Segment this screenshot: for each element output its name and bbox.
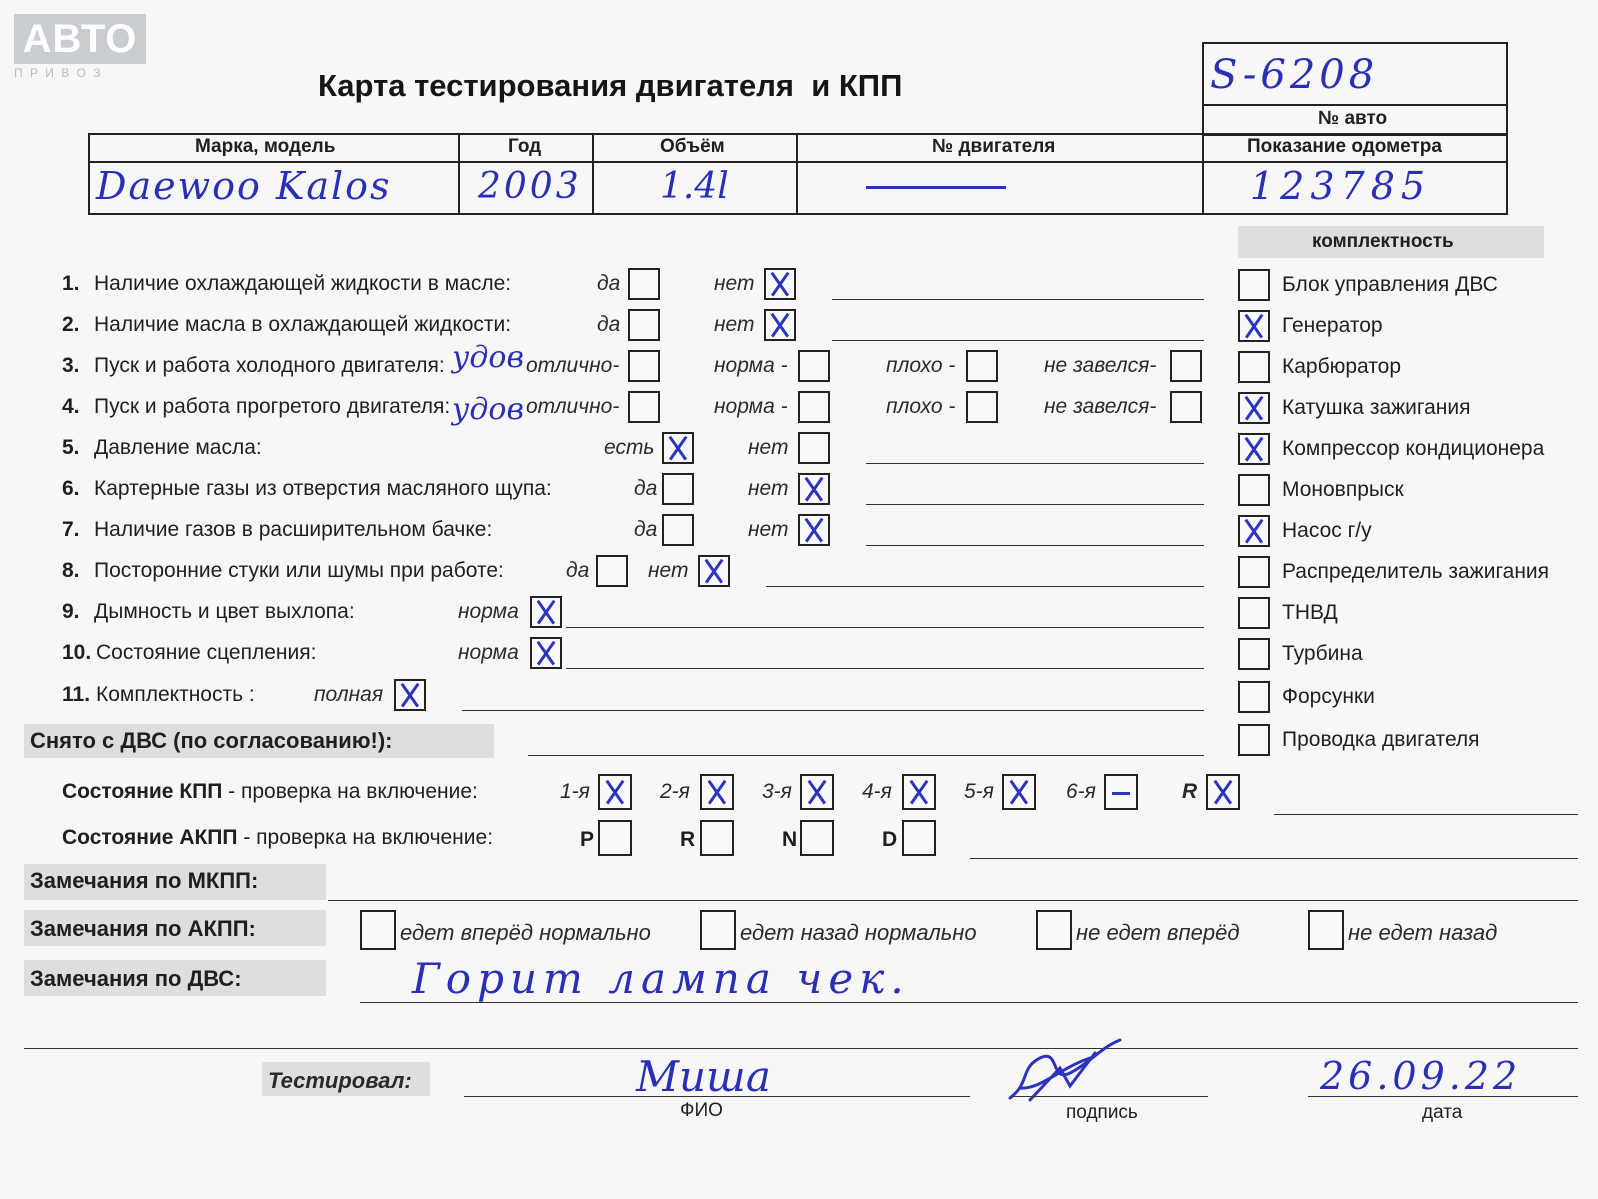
completeness-label-5: Моновпрыск <box>1282 478 1404 501</box>
q5-yes-checkbox[interactable] <box>662 432 694 464</box>
kpp-gear-6-checkbox[interactable] <box>1104 774 1138 810</box>
kpp-gear-r-checkbox[interactable] <box>1206 774 1240 810</box>
akpp-label-rest: - проверка на включение: <box>237 826 494 849</box>
q4-text: Пуск и работа прогретого двигателя: <box>94 395 451 418</box>
q7-yes-label: да <box>634 518 658 541</box>
kpp-line <box>1274 814 1578 815</box>
q1-no-checkbox[interactable] <box>764 268 796 300</box>
q4-nostart-label: не завелся- <box>1044 395 1157 418</box>
akpp-no-backward-checkbox[interactable] <box>1308 910 1344 950</box>
completeness-checkbox-6[interactable] <box>1238 515 1270 547</box>
q6-yes-checkbox[interactable] <box>662 473 694 505</box>
q9-number: 9. <box>62 600 80 623</box>
q7-no-label: нет <box>748 518 789 541</box>
date-caption: дата <box>1422 1102 1463 1123</box>
completeness-checkbox-1[interactable] <box>1238 310 1270 342</box>
completeness-label-7: Распределитель зажигания <box>1282 560 1550 583</box>
akpp-no-forward-label: не едет вперёд <box>1076 920 1240 945</box>
q6-line <box>866 504 1204 505</box>
akpp-no-backward-label: не едет назад <box>1348 920 1498 945</box>
q3-normal-checkbox[interactable] <box>798 350 830 382</box>
completeness-checkbox-10[interactable] <box>1238 681 1270 713</box>
completeness-checkbox-4[interactable] <box>1238 433 1270 465</box>
akpp-label-bold: Состояние АКПП <box>62 826 238 849</box>
year-value: 2003 <box>478 166 582 207</box>
kpp-gear-3-label: 3-я <box>762 780 792 803</box>
akpp-forward-ok-label: едет вперёд нормально <box>400 920 651 945</box>
q10-normal-checkbox[interactable] <box>530 637 562 669</box>
q7-no-checkbox[interactable] <box>798 514 830 546</box>
q2-yes-label: да <box>597 313 621 336</box>
q2-text: Наличие масла в охлаждающей жидкости: <box>94 313 512 336</box>
q1-line <box>832 299 1204 300</box>
odometer-value: 123785 <box>1250 164 1432 208</box>
akpp-backward-ok-checkbox[interactable] <box>700 910 736 950</box>
q7-number: 7. <box>62 518 80 541</box>
remarks-dvs-label: Замечания по ДВС: <box>30 966 242 991</box>
q1-no-label: нет <box>714 272 755 295</box>
kpp-label-rest: - проверка на включение: <box>222 780 478 803</box>
remarks-mkpp-label: Замечания по МКПП: <box>30 868 259 893</box>
q5-line <box>866 463 1204 464</box>
kpp-gear-5-label: 5-я <box>964 780 994 803</box>
completeness-checkbox-0[interactable] <box>1238 269 1270 301</box>
q4-excellent-checkbox[interactable] <box>628 391 660 423</box>
q2-no-label: нет <box>714 313 755 336</box>
remarks-extra-line <box>24 1048 1578 1049</box>
q7-text: Наличие газов в расширительном бачке: <box>94 518 493 541</box>
brand-value: Daewoo Kalos <box>96 164 392 208</box>
q3-text: Пуск и работа холодного двигателя: <box>94 354 445 377</box>
q3-nostart-checkbox[interactable] <box>1170 350 1202 382</box>
kpp-gear-4-checkbox[interactable] <box>902 774 936 810</box>
q4-normal-label: норма - <box>714 395 788 418</box>
q7-yes-checkbox[interactable] <box>662 514 694 546</box>
q6-no-label: нет <box>748 477 789 500</box>
q10-normal-label: норма <box>458 641 519 664</box>
tested-label: Тестировал: <box>268 1068 412 1093</box>
completeness-title: комплектность <box>1312 231 1454 252</box>
q5-no-checkbox[interactable] <box>798 432 830 464</box>
remarks-dvs-line <box>360 1002 1578 1003</box>
q5-no-label: нет <box>748 436 789 459</box>
tester-name-handwritten: Миша <box>636 1052 771 1101</box>
q6-number: 6. <box>62 477 80 500</box>
signature-line <box>1012 1096 1208 1097</box>
removed-label: Снято с ДВС (по согласованию!): <box>30 728 393 753</box>
q8-text: Посторонние стуки или шумы при работе: <box>94 559 504 582</box>
q7-line <box>866 545 1204 546</box>
q6-no-checkbox[interactable] <box>798 473 830 505</box>
q11-text: Комплектность : <box>96 683 255 706</box>
kpp-gear-2-checkbox[interactable] <box>700 774 734 810</box>
akpp-mode-r-label: R <box>680 828 696 851</box>
q8-yes-label: да <box>566 559 590 582</box>
tester-name-caption: ФИО <box>680 1100 723 1121</box>
q11-full-label: полная <box>314 683 384 706</box>
q8-number: 8. <box>62 559 80 582</box>
q1-text: Наличие охлаждающей жидкости в масле: <box>94 272 512 295</box>
completeness-checkbox-3[interactable] <box>1238 392 1270 424</box>
kpp-gear-6-label: 6-я <box>1066 780 1096 803</box>
akpp-mode-r-checkbox[interactable] <box>700 820 734 856</box>
q2-number: 2. <box>62 313 80 336</box>
akpp-no-forward-checkbox[interactable] <box>1036 910 1072 950</box>
kpp-gear-1-checkbox[interactable] <box>598 774 632 810</box>
logo-text: АВТО <box>14 14 146 64</box>
q9-normal-label: норма <box>458 600 519 623</box>
akpp-mode-d-checkbox[interactable] <box>902 820 936 856</box>
q2-line <box>832 340 1204 341</box>
page-title: Карта тестирования двигателя и КПП <box>318 68 903 103</box>
q4-number: 4. <box>62 395 80 418</box>
q2-no-checkbox[interactable] <box>764 309 796 341</box>
q3-normal-label: норма - <box>714 354 788 377</box>
completeness-checkbox-8[interactable] <box>1238 597 1270 629</box>
q5-text: Давление масла: <box>94 436 262 459</box>
q10-number: 10. <box>62 641 92 664</box>
logo-subtext: П Р И В О З <box>14 66 103 80</box>
completeness-label-10: Форсунки <box>1282 685 1375 708</box>
q4-nostart-checkbox[interactable] <box>1170 391 1202 423</box>
q6-yes-label: да <box>634 477 658 500</box>
completeness-label-3: Катушка зажигания <box>1282 396 1471 419</box>
akpp-line <box>970 858 1578 859</box>
remarks-mkpp-line <box>328 900 1578 901</box>
q11-number: 11. <box>62 683 91 706</box>
kpp-gear-4-label: 4-я <box>862 780 892 803</box>
q10-line <box>566 668 1204 669</box>
q11-line <box>462 710 1204 711</box>
q8-no-checkbox[interactable] <box>698 555 730 587</box>
q9-text: Дымность и цвет выхлопа: <box>94 600 355 623</box>
completeness-checkbox-9[interactable] <box>1238 638 1270 670</box>
q11-full-checkbox[interactable] <box>394 679 426 711</box>
akpp-mode-p-checkbox[interactable] <box>598 820 632 856</box>
col-volume-header: Объём <box>660 136 725 157</box>
completeness-checkbox-5[interactable] <box>1238 474 1270 506</box>
q5-yes-label: есть <box>604 436 655 459</box>
logo <box>14 14 146 80</box>
date-line <box>1308 1096 1578 1097</box>
q9-line <box>566 627 1204 628</box>
q3-excellent-label: отлично- <box>526 354 620 377</box>
engine-value-dash <box>866 186 1006 189</box>
signature-caption: подпись <box>1066 1102 1138 1123</box>
removed-line <box>528 755 1204 756</box>
q8-no-label: нет <box>648 559 689 582</box>
completeness-label-1: Генератор <box>1282 314 1383 337</box>
q1-yes-label: да <box>597 272 621 295</box>
q9-normal-checkbox[interactable] <box>530 596 562 628</box>
kpp-gear-r-label: R <box>1182 780 1198 803</box>
volume-value: 1.4l <box>660 166 729 207</box>
kpp-gear-2-label: 2-я <box>660 780 690 803</box>
q4-handwritten: удов <box>452 392 524 427</box>
akpp-mode-d-label: D <box>882 828 898 851</box>
q3-nostart-label: не завелся- <box>1044 354 1157 377</box>
auto-number-value: S-6208 <box>1210 52 1379 98</box>
akpp-forward-ok-checkbox[interactable] <box>360 910 396 950</box>
remarks-dvs-handwritten: Горит лампа чек. <box>412 954 910 1003</box>
q1-number: 1. <box>62 272 80 295</box>
q3-excellent-checkbox[interactable] <box>628 350 660 382</box>
date-handwritten: 26.09.22 <box>1320 1054 1522 1098</box>
completeness-label-4: Компрессор кондиционера <box>1282 437 1545 460</box>
completeness-label-8: ТНВД <box>1282 601 1338 624</box>
kpp-label <box>62 780 478 804</box>
q3-bad-checkbox[interactable] <box>966 350 998 382</box>
q8-yes-checkbox[interactable] <box>596 555 628 587</box>
kpp-label-bold: Состояние КПП <box>62 780 223 803</box>
signature-mark <box>1000 1028 1140 1112</box>
completeness-label-0: Блок управления ДВС <box>1282 273 1498 296</box>
completeness-label-6: Насос г/у <box>1282 519 1372 542</box>
q4-bad-checkbox[interactable] <box>966 391 998 423</box>
q4-excellent-label: отлично- <box>526 395 620 418</box>
completeness-label-9: Турбина <box>1282 642 1363 665</box>
q5-number: 5. <box>62 436 80 459</box>
q3-handwritten: удов <box>452 340 524 375</box>
q4-normal-checkbox[interactable] <box>798 391 830 423</box>
akpp-mode-n-label: N <box>782 828 798 851</box>
akpp-label <box>62 826 493 850</box>
q2-yes-checkbox[interactable] <box>628 309 660 341</box>
completeness-label-2: Карбюратор <box>1282 355 1402 378</box>
akpp-backward-ok-label: едет назад нормально <box>740 920 977 945</box>
remarks-akpp-label: Замечания по АКПП: <box>30 916 256 941</box>
q3-number: 3. <box>62 354 80 377</box>
completeness-checkbox-11[interactable] <box>1238 724 1270 756</box>
q8-line <box>766 586 1204 587</box>
akpp-mode-p-label: P <box>580 828 595 851</box>
completeness-checkbox-7[interactable] <box>1238 556 1270 588</box>
col-engine-header: № двигателя <box>932 136 1056 157</box>
auto-number-label: № авто <box>1318 108 1388 129</box>
kpp-gear-3-checkbox[interactable] <box>800 774 834 810</box>
q1-yes-checkbox[interactable] <box>628 268 660 300</box>
col-year-header: Год <box>508 136 542 157</box>
completeness-checkbox-2[interactable] <box>1238 351 1270 383</box>
col-brand-header: Марка, модель <box>195 136 336 157</box>
kpp-gear-5-checkbox[interactable] <box>1002 774 1036 810</box>
akpp-mode-n-checkbox[interactable] <box>800 820 834 856</box>
tester-name-line <box>464 1096 970 1097</box>
q6-text: Картерные газы из отверстия масляного щупа: <box>94 477 552 500</box>
kpp-gear-1-label: 1-я <box>560 780 590 803</box>
q4-bad-label: плохо - <box>886 395 956 418</box>
q10-text: Состояние сцепления: <box>96 641 317 664</box>
q3-bad-label: плохо - <box>886 354 956 377</box>
completeness-label-11: Проводка двигателя <box>1282 728 1480 751</box>
col-odometer-header: Показание одометра <box>1247 136 1442 157</box>
